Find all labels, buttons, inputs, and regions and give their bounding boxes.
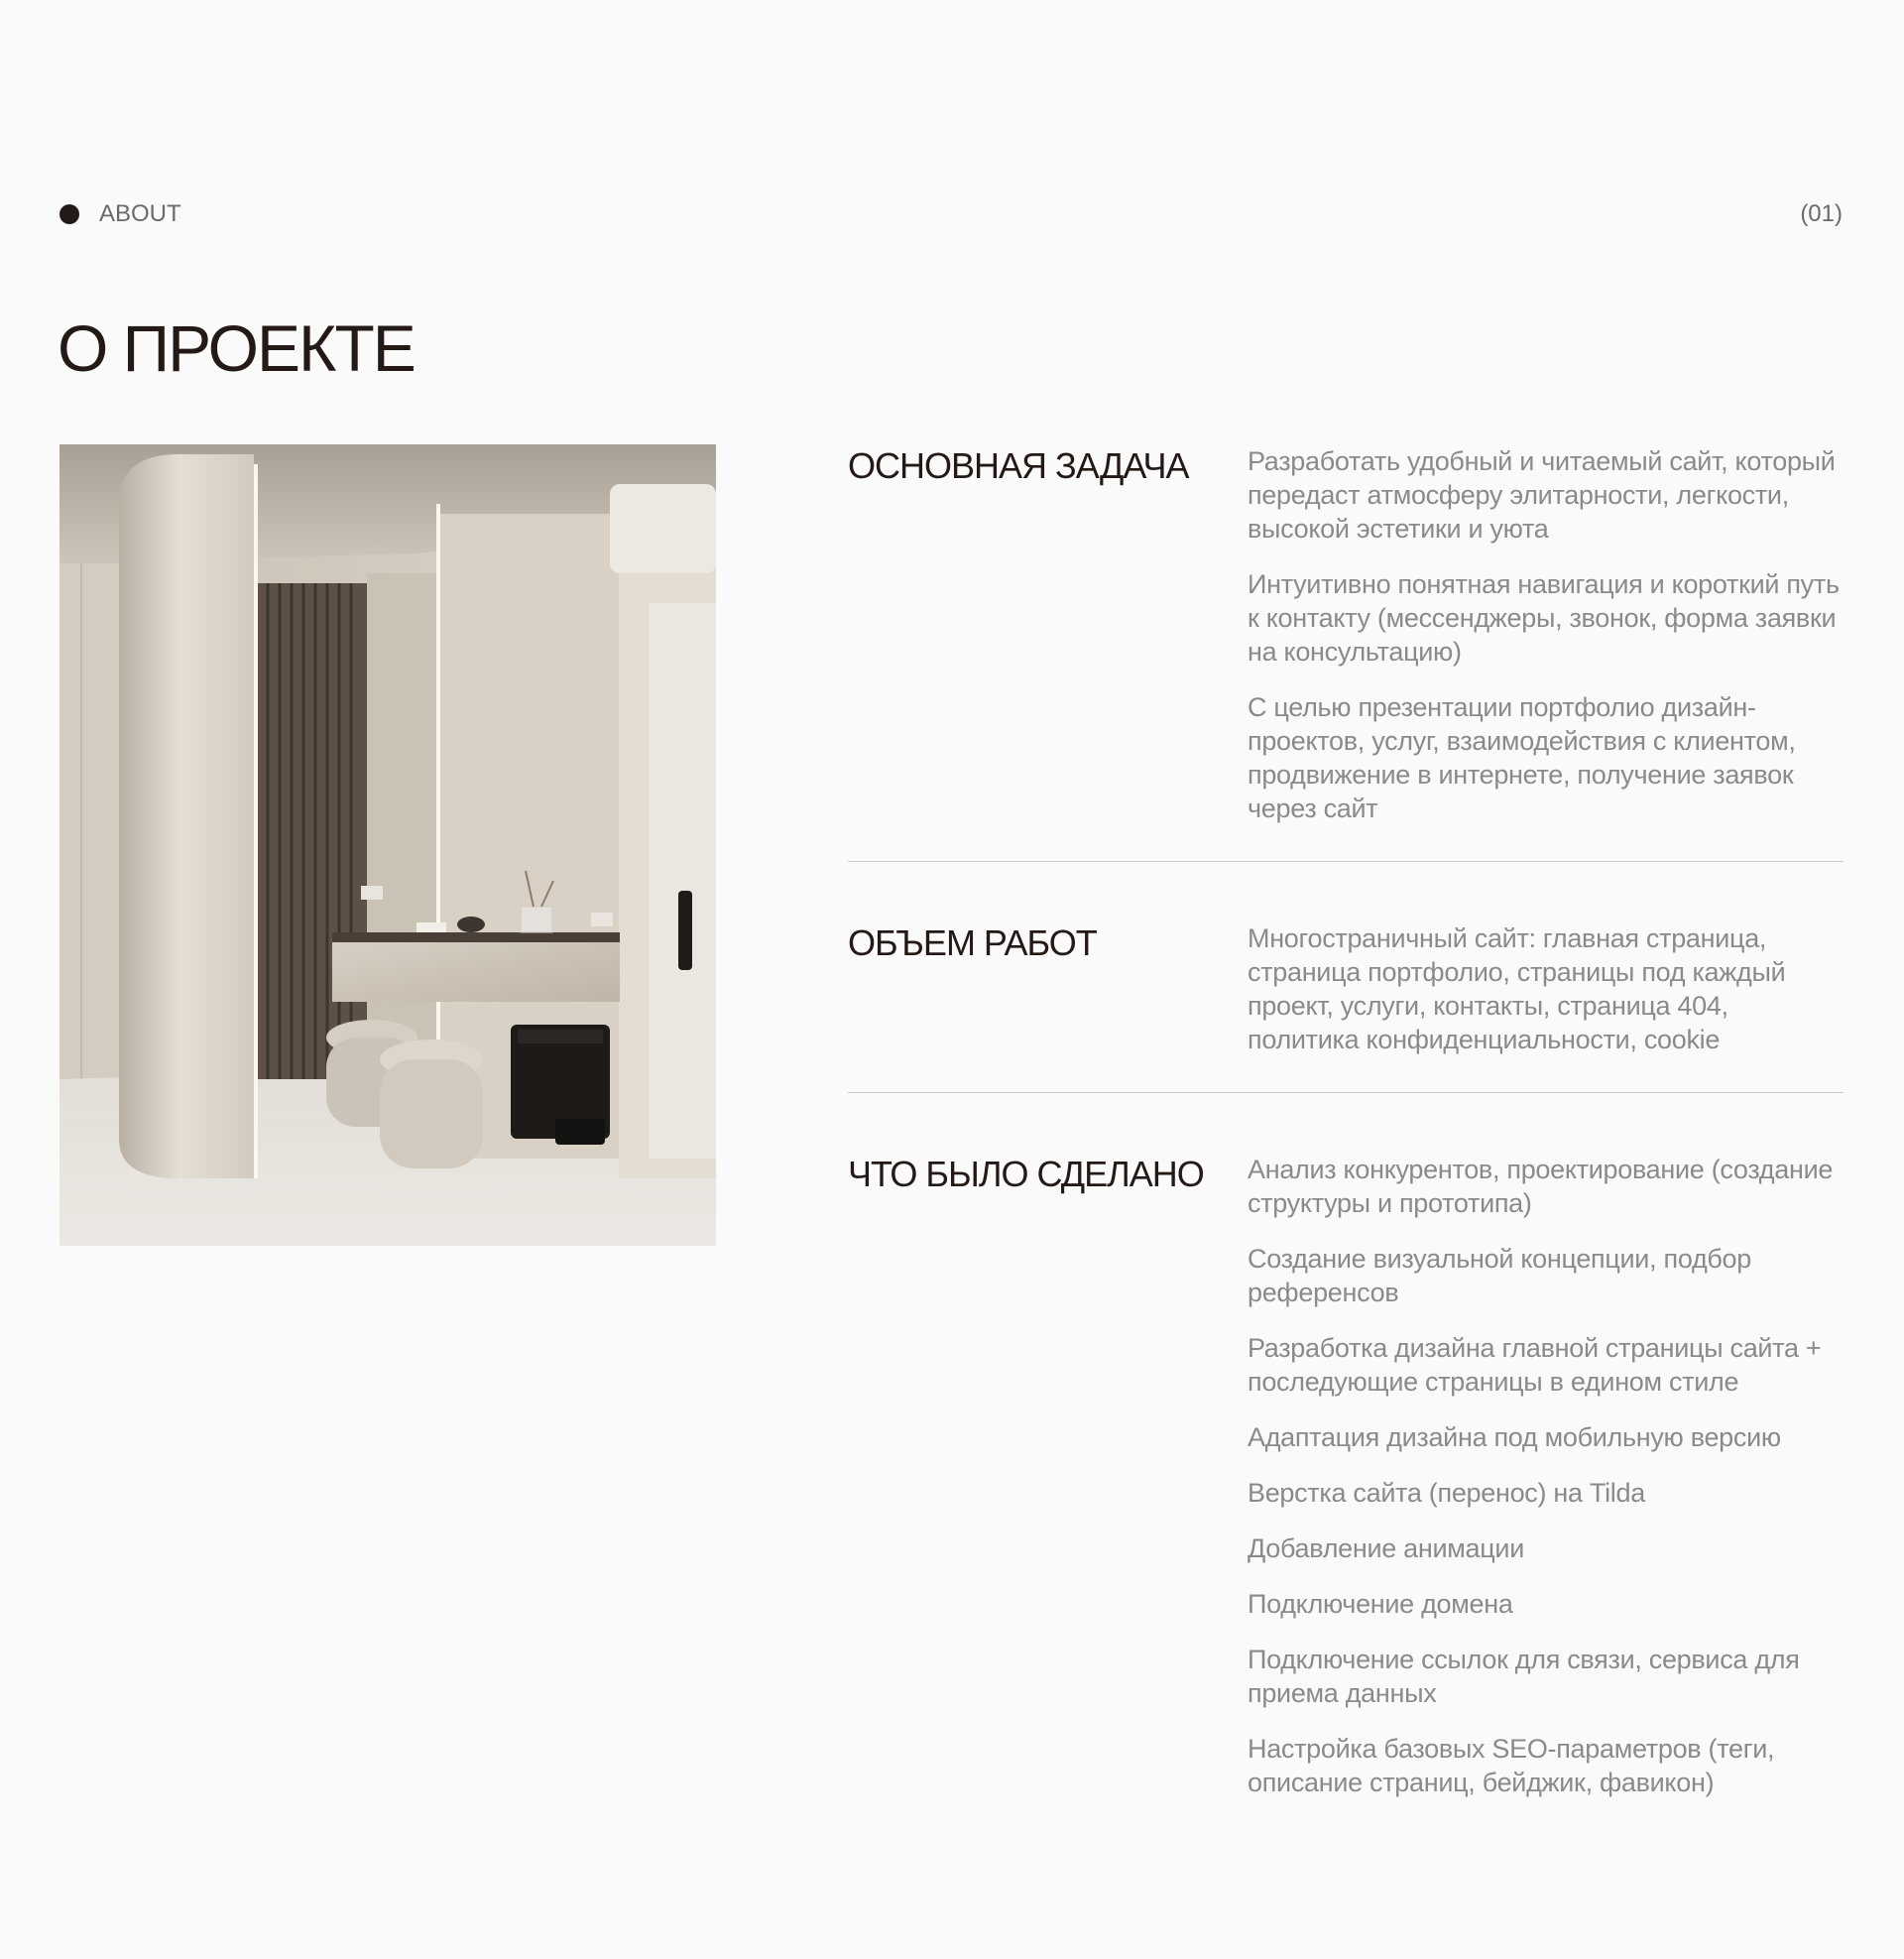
row-done bbox=[848, 1153, 1844, 1799]
interior-photo-icon bbox=[60, 444, 716, 1246]
section-label-text: ABOUT bbox=[99, 200, 181, 227]
page-title: О ПРОЕКТЕ bbox=[58, 311, 415, 385]
list-item: Верстка сайта (перенос) на Tilda bbox=[1248, 1478, 1645, 1508]
list-item: С целью презентации портфолио дизайн-проектов, услуг, взаимодействия с клиентом, продвижение в интернете, получение заявок через сайт bbox=[1248, 692, 1796, 823]
dot-icon bbox=[60, 204, 79, 224]
list-item: Подключение ссылок для связи, сервиса для приема данных bbox=[1248, 1645, 1800, 1708]
list-item: Интуитивно понятная навигация и короткий путь к контакту (мессенджеры, звонок, форма заявки на консультацию) bbox=[1248, 569, 1840, 667]
list-item: Создание визуальной концепции, подбор референсов bbox=[1248, 1244, 1751, 1307]
list-item: Многостраничный сайт: главная страница, страница портфолио, страницы под каждый проект, услуги, контакты, страница 404, политика конфиденциальности, cookie bbox=[1248, 923, 1786, 1054]
list-item: Анализ конкурентов, проектирование (создание структуры и прототипа) bbox=[1248, 1155, 1834, 1218]
list-item: Подключение домена bbox=[1248, 1589, 1513, 1619]
list-item: Адаптация дизайна под мобильную версию bbox=[1248, 1422, 1781, 1452]
list-item: Настройка базовых SEO-параметров (теги, описание страниц, бейджик, фавикон) bbox=[1248, 1734, 1775, 1797]
section-header bbox=[60, 194, 1843, 234]
project-details bbox=[848, 444, 1844, 1821]
list-item: Разработать удобный и читаемый сайт, который передаст атмосферу элитарности, легкости, высокой эстетики и уюта bbox=[1248, 446, 1836, 544]
row-title: ОБЪЕМ РАБОТ bbox=[848, 922, 1097, 963]
list-item: Разработка дизайна главной страницы сайта + последующие страницы в едином стиле bbox=[1248, 1333, 1822, 1397]
divider bbox=[848, 1092, 1844, 1093]
row-scope bbox=[848, 921, 1844, 1056]
section-label bbox=[60, 200, 181, 228]
list-item: Добавление анимации bbox=[1248, 1533, 1524, 1563]
row-title: ЧТО БЫЛО СДЕЛАНО bbox=[848, 1154, 1204, 1194]
row-main-task bbox=[848, 444, 1844, 825]
row-title: ОСНОВНАЯ ЗАДАЧА bbox=[848, 445, 1189, 486]
divider bbox=[848, 861, 1844, 862]
section-number: (01) bbox=[1800, 200, 1843, 227]
interior-photo bbox=[60, 444, 716, 1246]
